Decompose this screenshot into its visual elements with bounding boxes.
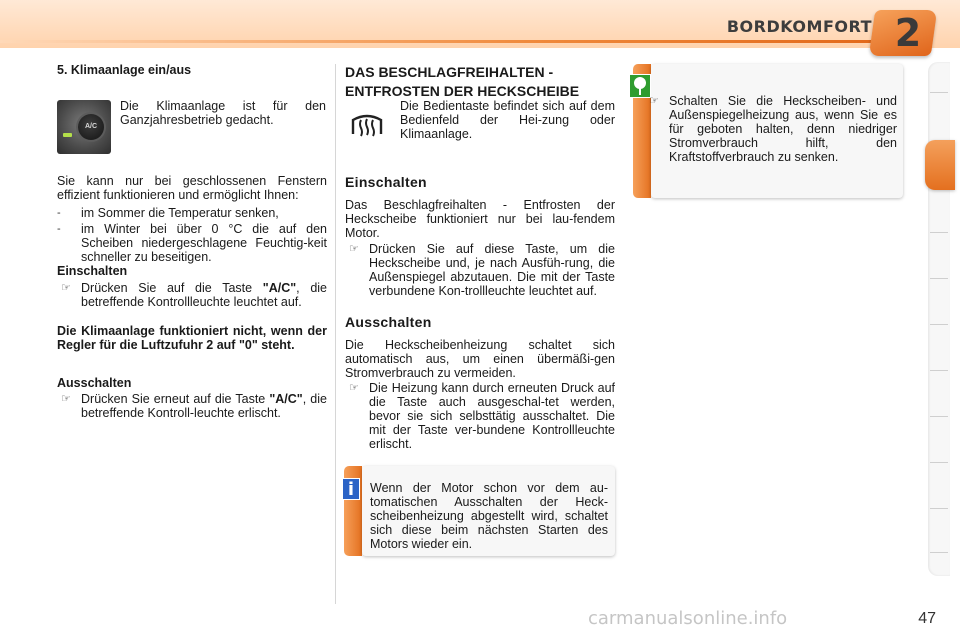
page-title: DAS BESCHLAGFREIHALTEN - ENTFROSTEN DER HECKSCHEIBE bbox=[345, 64, 580, 99]
hand-pointer-icon: ☞ bbox=[349, 382, 359, 394]
off-text-before: Drücken Sie erneut auf die Taste bbox=[81, 392, 270, 406]
warning-text: Die Klimaanlage funktioniert nicht, wenn der Regler für die Luftzufuhr 2 auf "0" steht. bbox=[57, 324, 327, 352]
hand-pointer-icon: ☞ bbox=[349, 243, 359, 255]
rear-defrost-icon bbox=[347, 110, 387, 140]
ac-key-label: "A/C" bbox=[262, 281, 297, 295]
tab-divider bbox=[930, 462, 948, 463]
info-note-text: Wenn der Motor schon vor dem au-tomatischen Ausschalten der Heck-scheibenheizung abgestellt wird, schaltet sich diese beim nächsten Starten des Motors wieder ein. bbox=[370, 481, 608, 551]
chapter-number: 2 bbox=[894, 11, 922, 55]
efficiency-text: Sie kann nur bei geschlossenen Fenstern effizient funktionieren und ermöglicht Ihnen: bbox=[57, 174, 327, 202]
defrost-off-instruction: Die Heizung kann durch erneuten Druck auf die Taste auch ausgeschal-tet werden, bevor sie sich selbsttätig ausschaltet. Die mit der Taste ver-bundene Kontrollleuchte erlischt. bbox=[369, 381, 615, 451]
info-icon: i bbox=[342, 478, 360, 500]
off-heading: Ausschalten bbox=[57, 376, 132, 390]
section-title: 5. Klimaanlage ein/aus bbox=[57, 63, 192, 77]
hand-pointer-icon: ☞ bbox=[649, 95, 659, 107]
ac-button-label: A/C bbox=[78, 114, 104, 140]
column-divider bbox=[335, 64, 336, 604]
hand-pointer-icon: ☞ bbox=[61, 393, 71, 405]
off-text-after: , die betreffende Kontroll-leuchte erlischt. bbox=[81, 392, 327, 420]
defrost-intro-text: Die Bedientaste befindet sich auf dem Bedienfeld der Hei-zung oder Klimaanlage. bbox=[400, 99, 615, 141]
tab-divider bbox=[930, 370, 948, 371]
list-item-text: im Winter bei über 0 °C die auf den Scheiben niedergeschlagene Feuchtig-keit schneller zu beseitigen. bbox=[81, 222, 327, 264]
tab-divider bbox=[930, 416, 948, 417]
on-heading: Einschalten bbox=[57, 264, 128, 278]
chapter-title: BORDKOMFORT bbox=[726, 17, 872, 36]
dash-glyph: - bbox=[57, 207, 61, 219]
ac-button-icon bbox=[57, 100, 111, 154]
off-instruction bbox=[81, 392, 327, 420]
ac-key-label: "A/C" bbox=[269, 392, 303, 406]
chapter-tab-active[interactable] bbox=[925, 140, 955, 190]
ac-intro-text: Die Klimaanlage ist für den Ganzjahresbetrieb gedacht. bbox=[120, 99, 326, 127]
ac-indicator-led bbox=[63, 133, 72, 137]
tab-divider bbox=[930, 508, 948, 509]
tab-divider bbox=[930, 278, 948, 279]
header-rule bbox=[0, 40, 880, 43]
eco-leaf-icon bbox=[629, 74, 651, 98]
hand-pointer-icon: ☞ bbox=[61, 282, 71, 294]
page-number: 47 bbox=[918, 610, 936, 627]
defrost-on-text: Das Beschlagfreihalten - Entfrosten der Heckscheibe funktioniert nur bei lau-fendem Motor. bbox=[345, 198, 615, 240]
tab-divider bbox=[930, 552, 948, 553]
tab-divider bbox=[930, 324, 948, 325]
on-text-before: Drücken Sie auf die Taste bbox=[81, 281, 263, 295]
tab-divider bbox=[930, 232, 948, 233]
tab-divider bbox=[930, 92, 948, 93]
on-text-after: , die betreffende Kontrollleuchte leuchtet auf. bbox=[81, 281, 327, 309]
watermark: carmanualsonline.info bbox=[588, 608, 788, 629]
defrost-on-heading: Einschalten bbox=[345, 174, 427, 190]
dash-glyph: - bbox=[57, 223, 61, 235]
defrost-off-heading: Ausschalten bbox=[345, 314, 432, 330]
defrost-off-text: Die Heckscheibenheizung schaltet sich automatisch aus, um einen übermäßi-gen Stromverbrauch zu vermeiden. bbox=[345, 338, 615, 380]
on-instruction bbox=[81, 281, 327, 309]
eco-note-text: Schalten Sie die Heckscheiben- und Außenspiegelheizung aus, wenn Sie es für geboten halten, denn niedriger Stromverbrauch hilft, den Kraftstoffverbrauch zu senken. bbox=[669, 94, 897, 164]
defrost-on-instruction: Drücken Sie auf diese Taste, um die Heckscheibe und, je nach Ausfüh-rung, die Außenspiegel abzutauen. Die mit der Taste verbundene Kon-trollleuchte leuchtet auf. bbox=[369, 242, 615, 298]
list-item-text: im Sommer die Temperatur senken, bbox=[81, 206, 279, 220]
